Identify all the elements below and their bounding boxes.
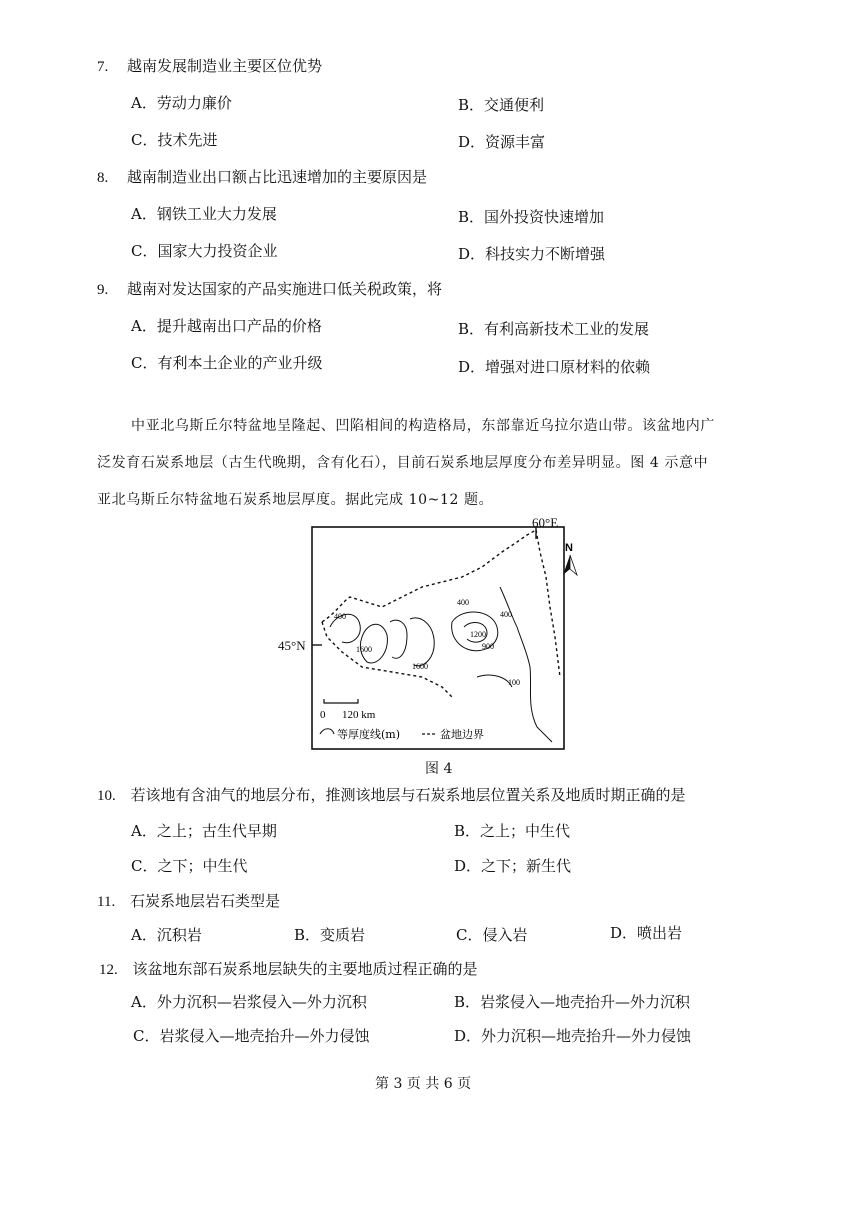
- option-7d: D．资源丰富: [458, 133, 546, 151]
- isopach-line: [477, 675, 512, 687]
- map-svg: [312, 527, 573, 749]
- option-11c: C．侵入岩: [456, 926, 528, 944]
- figure-4-map: [312, 527, 573, 749]
- contour-label: 1200: [470, 630, 486, 639]
- question-number: 12.: [99, 962, 118, 978]
- contour-label: 1600: [412, 662, 428, 671]
- question-12: [99, 958, 478, 979]
- option-8d: D．科技实力不断增强: [458, 245, 606, 263]
- question-number: 8.: [97, 170, 109, 186]
- contour-label: 400: [457, 598, 469, 607]
- legend-isopach: 等厚度线(m): [337, 728, 401, 741]
- question-11: [97, 890, 280, 911]
- option-7b: B．交通便利: [458, 96, 545, 114]
- legend-boundary: 盆地边界: [440, 728, 484, 741]
- isopach-line: [410, 618, 434, 666]
- question-10: [97, 784, 686, 805]
- option-10d: D．之下；新生代: [454, 857, 572, 875]
- question-7: [97, 55, 322, 76]
- scale-bar: [324, 699, 358, 703]
- north-label: N: [565, 542, 573, 554]
- option-11b: B．变质岩: [294, 926, 366, 944]
- question-stem: 越南对发达国家的产品实施进口低关税政策，将: [127, 280, 443, 298]
- option-9c: C．有利本土企业的产业升级: [131, 354, 323, 372]
- option-12b: B．岩浆侵入—地壳抬升—外力沉积: [454, 993, 691, 1011]
- contour-label: 400: [334, 612, 346, 621]
- option-12a: A．外力沉积—岩浆侵入—外力沉积: [131, 993, 367, 1011]
- passage-line-1: 中亚北乌斯丘尔特盆地呈隆起、凹陷相间的构造格局，东部靠近乌拉尔造山带。该盆地内广: [131, 418, 715, 434]
- question-number: 10.: [97, 788, 116, 804]
- option-7a: A．劳动力廉价: [131, 94, 232, 112]
- isopach-line: [360, 624, 387, 663]
- option-12d: D．外力沉积—地壳抬升—外力侵蚀: [454, 1027, 692, 1045]
- option-10b: B．之上；中生代: [454, 822, 571, 840]
- option-8a: A．钢铁工业大力发展: [131, 205, 277, 223]
- question-stem: 该盆地东部石炭系地层缺失的主要地质过程正确的是: [132, 960, 478, 978]
- question-9: [97, 278, 442, 299]
- passage-line-3: 亚北乌斯丘尔特盆地石炭系地层厚度。据此完成 10~12 题。: [97, 492, 494, 508]
- figure-caption: 图 4: [425, 761, 453, 777]
- basin-boundary-east: [536, 530, 560, 677]
- basin-boundary: [322, 530, 536, 622]
- option-9d: D．增强对进口原材料的依赖: [458, 358, 651, 376]
- contour-label: 900: [482, 642, 494, 651]
- question-stem: 越南发展制造业主要区位优势: [127, 57, 323, 75]
- question-number: 11.: [97, 894, 116, 910]
- option-11a: A．沉积岩: [131, 926, 202, 944]
- option-9b: B．有利高新技术工业的发展: [458, 320, 650, 338]
- latitude-label: 45°N: [278, 638, 306, 653]
- isopach-legend-icon: [320, 729, 334, 734]
- contour-label: 100: [508, 678, 520, 687]
- isopach-line: [390, 620, 407, 658]
- contour-label: 400: [500, 610, 512, 619]
- option-11d: D．喷出岩: [610, 924, 683, 942]
- option-9a: A．提升越南出口产品的价格: [131, 317, 322, 335]
- option-8c: C．国家大力投资企业: [131, 242, 278, 260]
- page-footer: 第 3 页 共 6 页: [375, 1076, 472, 1092]
- longitude-label: 60°E: [532, 515, 559, 530]
- question-stem: 石炭系地层岩石类型是: [129, 892, 280, 910]
- question-number: 9.: [97, 282, 109, 298]
- question-stem: 若该地有含油气的地层分布，推测该地层与石炭系地层位置关系及地质时期正确的是: [130, 786, 686, 804]
- scale-label: 120 km: [342, 709, 376, 721]
- north-arrow-half-icon: [570, 555, 577, 575]
- question-number: 7.: [97, 59, 109, 75]
- option-8b: B．国外投资快速增加: [458, 208, 605, 226]
- question-8: [97, 166, 427, 187]
- option-7c: C．技术先进: [131, 131, 218, 149]
- scale-zero: 0: [320, 709, 326, 721]
- contour-label: 1600: [356, 645, 372, 654]
- passage-line-2: 泛发育石炭系地层（古生代晚期，含有化石），目前石炭系地层厚度分布差异明显。图 4 示意中: [97, 455, 709, 471]
- option-10a: A．之上；古生代早期: [131, 822, 277, 840]
- option-12c: C．岩浆侵入—地壳抬升—外力侵蚀: [133, 1027, 370, 1045]
- question-stem: 越南制造业出口额占比迅速增加的主要原因是: [127, 168, 428, 186]
- option-10c: C．之下；中生代: [131, 857, 248, 875]
